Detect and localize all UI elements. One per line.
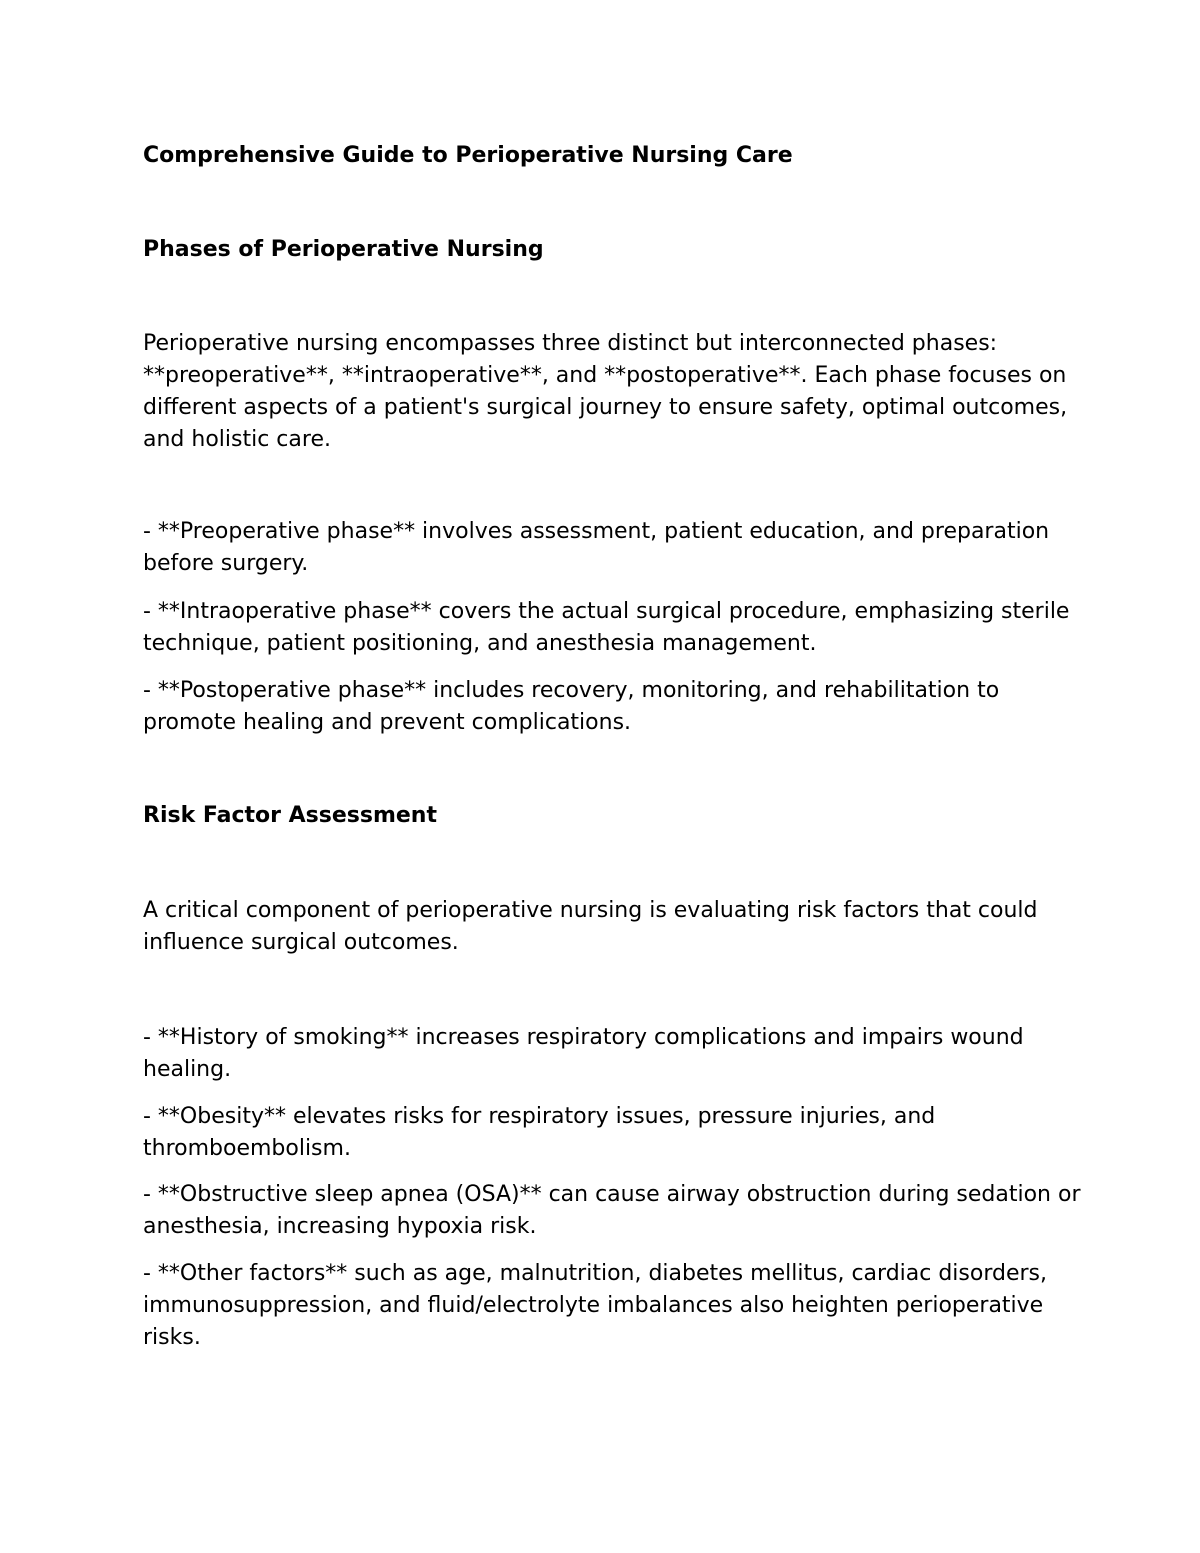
section-heading-risk: Risk Factor Assessment bbox=[143, 803, 437, 828]
document-title: Comprehensive Guide to Perioperative Nursing Care bbox=[143, 143, 793, 168]
section-intro-risk: A critical component of perioperative nursing is evaluating risk factors that could influence surgical outcomes. bbox=[143, 898, 1038, 955]
bullet-postoperative: - **Postoperative phase** includes recovery, monitoring, and rehabilitation to promote healing and prevent complications. bbox=[143, 678, 1000, 735]
bullet-smoking: - **History of smoking** increases respiratory complications and impairs wound healing. bbox=[143, 1025, 1024, 1082]
bullet-obesity: - **Obesity** elevates risks for respiratory issues, pressure injuries, and thromboembolism. bbox=[143, 1104, 936, 1161]
section-intro-phases: Perioperative nursing encompasses three distinct but interconnected phases: **preoperative**, **intraoperative**, and **postoperative**. Each phase focuses on different aspects of a patient's surgical journey to ensure safety, optimal outcomes, and holistic care. bbox=[143, 331, 1068, 452]
bullet-intraoperative: - **Intraoperative phase** covers the actual surgical procedure, emphasizing sterile technique, patient positioning, and anesthesia management. bbox=[143, 599, 1070, 656]
bullet-other-factors: - **Other factors** such as age, malnutrition, diabetes mellitus, cardiac disorders, immunosuppression, and fluid/electrolyte imbalances also heighten perioperative risks. bbox=[143, 1261, 1047, 1350]
bullet-osa: - **Obstructive sleep apnea (OSA)** can cause airway obstruction during sedation or anesthesia, increasing hypoxia risk. bbox=[143, 1182, 1081, 1239]
section-heading-phases: Phases of Perioperative Nursing bbox=[143, 237, 544, 262]
bullet-preoperative: - **Preoperative phase** involves assessment, patient education, and preparation before surgery. bbox=[143, 519, 1050, 576]
